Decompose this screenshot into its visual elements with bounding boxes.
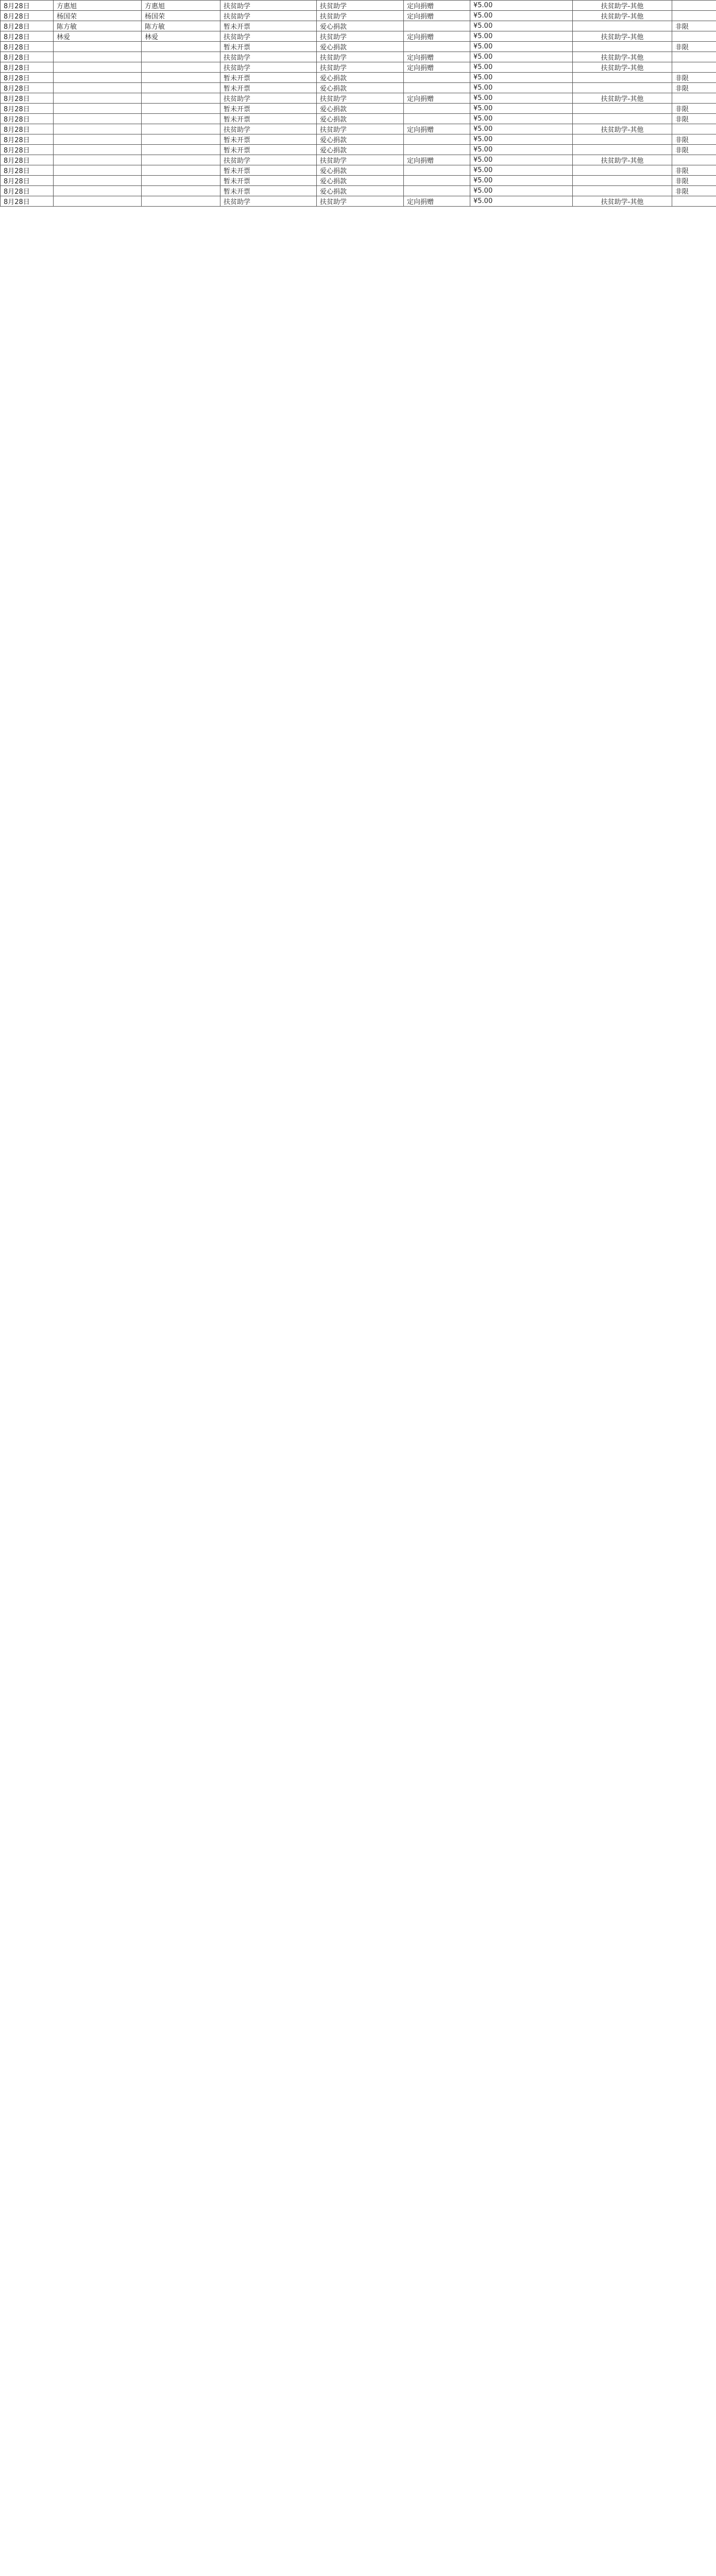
channel-cell: 扶贫助学	[317, 93, 404, 104]
table-row	[1, 73, 716, 83]
use-cell: 扶贫助学-其他	[573, 52, 672, 62]
remark-cell	[672, 124, 716, 134]
donor-cell	[54, 42, 142, 52]
remark-cell: 非限	[672, 73, 716, 83]
use-cell	[573, 73, 672, 83]
purpose-cell: 暂未开票	[220, 145, 317, 155]
category-cell: 定向捐赠	[404, 62, 470, 73]
donor-cell: 林爱	[54, 31, 142, 42]
purpose-cell: 扶贫助学	[220, 93, 317, 104]
channel-cell: 爱心捐款	[317, 83, 404, 93]
remark-cell: 非限	[672, 114, 716, 124]
amount-cell: ¥5.00	[470, 21, 573, 31]
table-row	[1, 11, 716, 21]
recipient-cell	[142, 104, 220, 114]
date-cell: 8月28日	[1, 62, 54, 73]
purpose-cell: 暂未开票	[220, 21, 317, 31]
amount-cell: ¥5.00	[470, 165, 573, 176]
channel-cell: 扶贫助学	[317, 1, 404, 11]
recipient-cell	[142, 52, 220, 62]
use-cell	[573, 42, 672, 52]
amount-cell: ¥5.00	[470, 31, 573, 42]
use-cell: 扶贫助学-其他	[573, 62, 672, 73]
use-cell: 扶贫助学-其他	[573, 124, 672, 134]
donor-cell: 陈方敏	[54, 21, 142, 31]
recipient-cell: 陈方敏	[142, 21, 220, 31]
donor-cell: 方惠旭	[54, 1, 142, 11]
date-cell: 8月28日	[1, 1, 54, 11]
remark-cell: 非限	[672, 186, 716, 196]
recipient-cell: 杨国荣	[142, 11, 220, 21]
recipient-cell: 林爱	[142, 31, 220, 42]
channel-cell: 爱心捐款	[317, 176, 404, 186]
category-cell: 定向捐赠	[404, 11, 470, 21]
donor-cell	[54, 62, 142, 73]
remark-cell	[672, 196, 716, 207]
category-cell	[404, 104, 470, 114]
recipient-cell	[142, 134, 220, 145]
remark-cell: 非限	[672, 165, 716, 176]
donor-cell	[54, 145, 142, 155]
remark-cell: 非限	[672, 104, 716, 114]
amount-cell: ¥5.00	[470, 186, 573, 196]
amount-cell: ¥5.00	[470, 155, 573, 165]
recipient-cell	[142, 93, 220, 104]
date-cell: 8月28日	[1, 21, 54, 31]
use-cell	[573, 83, 672, 93]
amount-cell: ¥5.00	[470, 83, 573, 93]
category-cell	[404, 83, 470, 93]
use-cell	[573, 21, 672, 31]
recipient-cell	[142, 73, 220, 83]
recipient-cell	[142, 145, 220, 155]
use-cell	[573, 114, 672, 124]
amount-cell: ¥5.00	[470, 114, 573, 124]
amount-cell: ¥5.00	[470, 104, 573, 114]
donor-cell	[54, 196, 142, 207]
channel-cell: 爱心捐款	[317, 73, 404, 83]
purpose-cell: 扶贫助学	[220, 31, 317, 42]
channel-cell: 爱心捐款	[317, 114, 404, 124]
remark-cell: 非限	[672, 21, 716, 31]
donation-table	[0, 0, 716, 207]
recipient-cell: 方惠旭	[142, 1, 220, 11]
table-row	[1, 1, 716, 11]
category-cell	[404, 114, 470, 124]
channel-cell: 爱心捐款	[317, 145, 404, 155]
table-row	[1, 165, 716, 176]
channel-cell: 爱心捐款	[317, 134, 404, 145]
donor-cell	[54, 165, 142, 176]
recipient-cell	[142, 114, 220, 124]
table-row	[1, 124, 716, 134]
channel-cell: 爱心捐款	[317, 104, 404, 114]
donor-cell	[54, 134, 142, 145]
table-row	[1, 114, 716, 124]
date-cell: 8月28日	[1, 165, 54, 176]
purpose-cell: 暂未开票	[220, 42, 317, 52]
category-cell: 定向捐赠	[404, 93, 470, 104]
channel-cell: 扶贫助学	[317, 124, 404, 134]
donor-cell	[54, 73, 142, 83]
purpose-cell: 扶贫助学	[220, 62, 317, 73]
category-cell: 定向捐赠	[404, 52, 470, 62]
purpose-cell: 暂未开票	[220, 186, 317, 196]
amount-cell: ¥5.00	[470, 42, 573, 52]
donor-cell	[54, 93, 142, 104]
use-cell: 扶贫助学-其他	[573, 196, 672, 207]
date-cell: 8月28日	[1, 52, 54, 62]
purpose-cell: 暂未开票	[220, 165, 317, 176]
table-row	[1, 83, 716, 93]
channel-cell: 扶贫助学	[317, 31, 404, 42]
use-cell	[573, 104, 672, 114]
date-cell: 8月28日	[1, 114, 54, 124]
category-cell: 定向捐赠	[404, 124, 470, 134]
channel-cell: 扶贫助学	[317, 52, 404, 62]
table-row	[1, 134, 716, 145]
donor-cell	[54, 155, 142, 165]
recipient-cell	[142, 186, 220, 196]
use-cell: 扶贫助学-其他	[573, 93, 672, 104]
use-cell: 扶贫助学-其他	[573, 11, 672, 21]
donor-cell	[54, 83, 142, 93]
amount-cell: ¥5.00	[470, 73, 573, 83]
purpose-cell: 暂未开票	[220, 73, 317, 83]
amount-cell: ¥5.00	[470, 93, 573, 104]
channel-cell: 扶贫助学	[317, 155, 404, 165]
table-row	[1, 104, 716, 114]
purpose-cell: 扶贫助学	[220, 155, 317, 165]
date-cell: 8月28日	[1, 42, 54, 52]
category-cell: 定向捐赠	[404, 1, 470, 11]
date-cell: 8月28日	[1, 155, 54, 165]
remark-cell	[672, 155, 716, 165]
remark-cell	[672, 93, 716, 104]
remark-cell	[672, 31, 716, 42]
recipient-cell	[142, 83, 220, 93]
purpose-cell: 扶贫助学	[220, 196, 317, 207]
table-row	[1, 21, 716, 31]
purpose-cell: 暂未开票	[220, 83, 317, 93]
channel-cell: 爱心捐款	[317, 186, 404, 196]
use-cell	[573, 186, 672, 196]
use-cell: 扶贫助学-其他	[573, 31, 672, 42]
date-cell: 8月28日	[1, 104, 54, 114]
date-cell: 8月28日	[1, 83, 54, 93]
use-cell: 扶贫助学-其他	[573, 1, 672, 11]
remark-cell	[672, 11, 716, 21]
recipient-cell	[142, 196, 220, 207]
purpose-cell: 扶贫助学	[220, 124, 317, 134]
amount-cell: ¥5.00	[470, 176, 573, 186]
donor-cell	[54, 176, 142, 186]
date-cell: 8月28日	[1, 196, 54, 207]
purpose-cell: 扶贫助学	[220, 11, 317, 21]
remark-cell	[672, 62, 716, 73]
table-row	[1, 31, 716, 42]
remark-cell	[672, 52, 716, 62]
amount-cell: ¥5.00	[470, 52, 573, 62]
table-row	[1, 42, 716, 52]
date-cell: 8月28日	[1, 31, 54, 42]
use-cell	[573, 145, 672, 155]
purpose-cell: 暂未开票	[220, 176, 317, 186]
category-cell	[404, 73, 470, 83]
donor-cell	[54, 124, 142, 134]
channel-cell: 爱心捐款	[317, 165, 404, 176]
recipient-cell	[142, 176, 220, 186]
date-cell: 8月28日	[1, 11, 54, 21]
donor-cell	[54, 52, 142, 62]
donor-cell	[54, 114, 142, 124]
remark-cell: 非限	[672, 176, 716, 186]
table-row	[1, 196, 716, 207]
amount-cell: ¥5.00	[470, 196, 573, 207]
channel-cell: 扶贫助学	[317, 62, 404, 73]
purpose-cell: 扶贫助学	[220, 52, 317, 62]
category-cell	[404, 21, 470, 31]
donation-table-body	[1, 1, 716, 207]
use-cell	[573, 134, 672, 145]
date-cell: 8月28日	[1, 134, 54, 145]
table-row	[1, 155, 716, 165]
category-cell	[404, 165, 470, 176]
amount-cell: ¥5.00	[470, 11, 573, 21]
date-cell: 8月28日	[1, 186, 54, 196]
date-cell: 8月28日	[1, 145, 54, 155]
use-cell	[573, 176, 672, 186]
recipient-cell	[142, 165, 220, 176]
category-cell: 定向捐赠	[404, 155, 470, 165]
purpose-cell: 暂未开票	[220, 104, 317, 114]
category-cell	[404, 186, 470, 196]
recipient-cell	[142, 124, 220, 134]
purpose-cell: 扶贫助学	[220, 1, 317, 11]
category-cell: 定向捐赠	[404, 31, 470, 42]
table-row	[1, 176, 716, 186]
remark-cell: 非限	[672, 83, 716, 93]
remark-cell	[672, 1, 716, 11]
date-cell: 8月28日	[1, 176, 54, 186]
remark-cell: 非限	[672, 42, 716, 52]
recipient-cell	[142, 155, 220, 165]
date-cell: 8月28日	[1, 93, 54, 104]
amount-cell: ¥5.00	[470, 134, 573, 145]
category-cell	[404, 176, 470, 186]
channel-cell: 爱心捐款	[317, 42, 404, 52]
remark-cell: 非限	[672, 134, 716, 145]
category-cell	[404, 42, 470, 52]
table-row	[1, 186, 716, 196]
category-cell	[404, 134, 470, 145]
amount-cell: ¥5.00	[470, 1, 573, 11]
date-cell: 8月28日	[1, 124, 54, 134]
remark-cell: 非限	[672, 145, 716, 155]
table-row	[1, 62, 716, 73]
donor-cell	[54, 104, 142, 114]
donor-cell	[54, 186, 142, 196]
use-cell: 扶贫助学-其他	[573, 155, 672, 165]
amount-cell: ¥5.00	[470, 124, 573, 134]
channel-cell: 扶贫助学	[317, 11, 404, 21]
amount-cell: ¥5.00	[470, 62, 573, 73]
channel-cell: 爱心捐款	[317, 21, 404, 31]
recipient-cell	[142, 62, 220, 73]
purpose-cell: 暂未开票	[220, 114, 317, 124]
category-cell	[404, 145, 470, 155]
purpose-cell: 暂未开票	[220, 134, 317, 145]
channel-cell: 扶贫助学	[317, 196, 404, 207]
donor-cell: 杨国荣	[54, 11, 142, 21]
amount-cell: ¥5.00	[470, 145, 573, 155]
recipient-cell	[142, 42, 220, 52]
category-cell: 定向捐赠	[404, 196, 470, 207]
table-row	[1, 145, 716, 155]
use-cell	[573, 165, 672, 176]
date-cell: 8月28日	[1, 73, 54, 83]
table-row	[1, 93, 716, 104]
table-row	[1, 52, 716, 62]
